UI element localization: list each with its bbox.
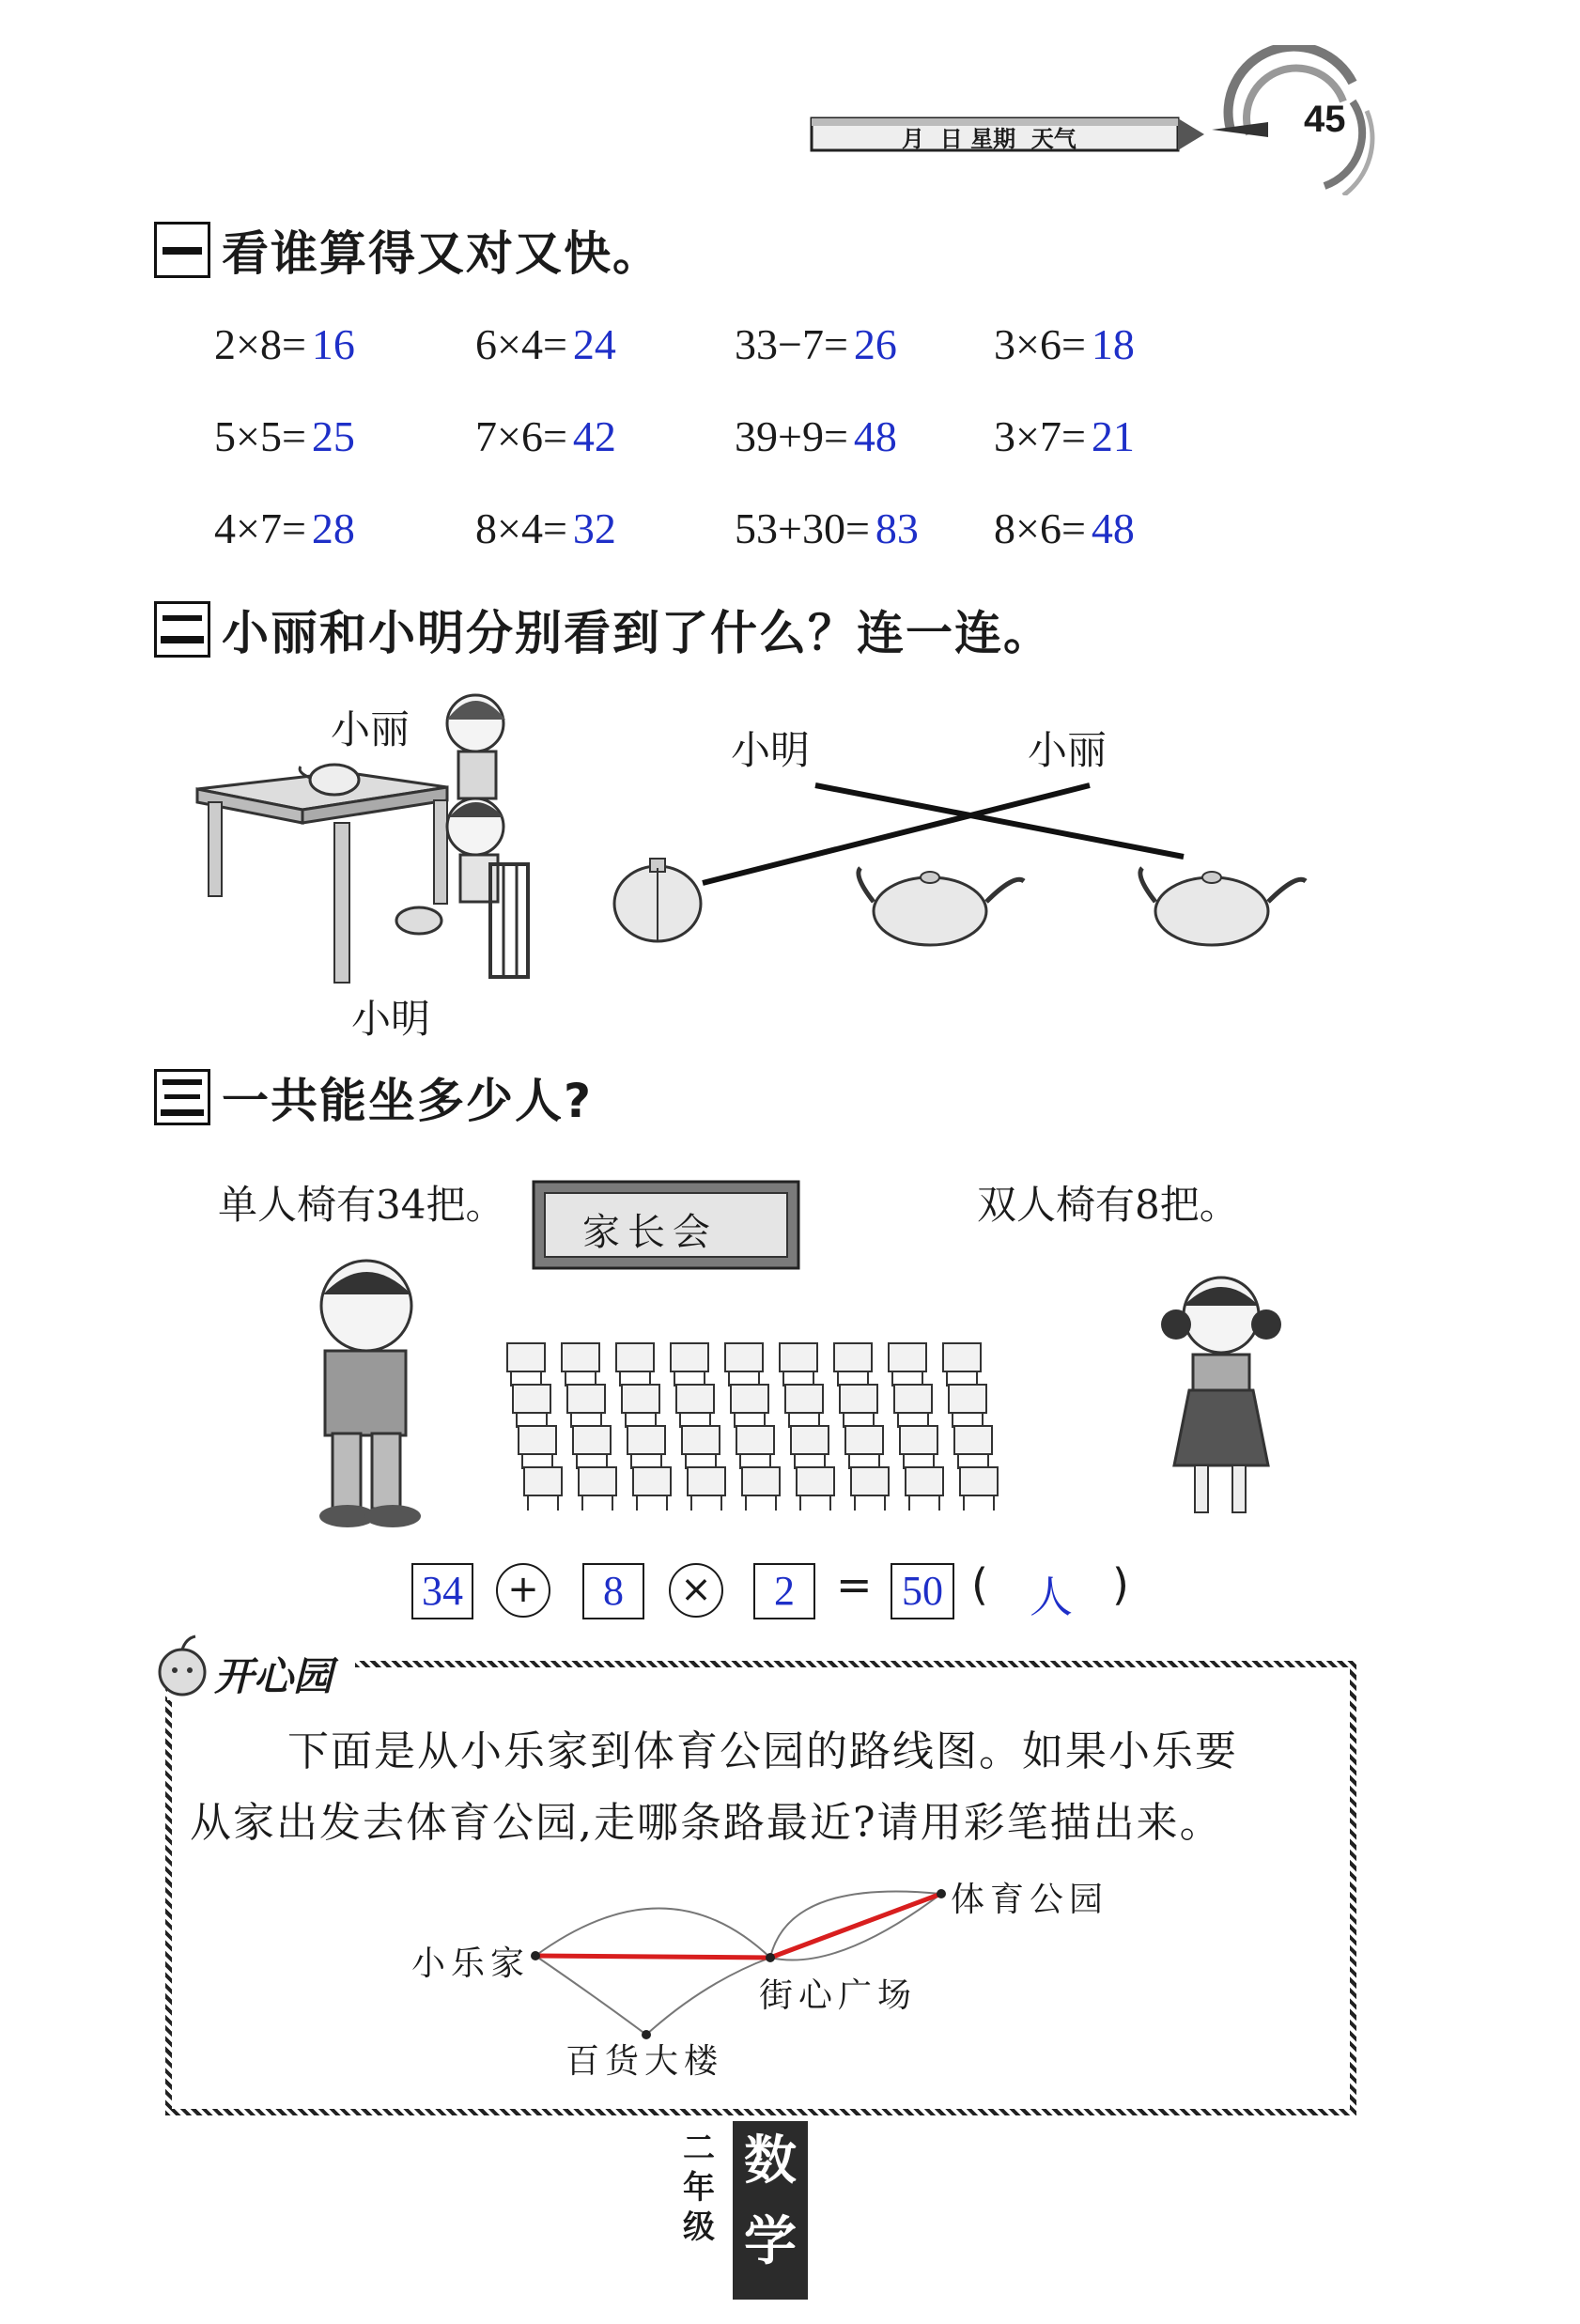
- chair: [949, 1385, 986, 1413]
- boy-figure: [319, 1261, 421, 1527]
- equation-answer: 18: [1091, 320, 1135, 368]
- chair: [616, 1343, 654, 1371]
- label-xiaoli-scene: 小丽: [331, 706, 410, 752]
- grade-text: 二年级: [683, 2130, 715, 2246]
- board-sign: 家长会: [582, 1211, 718, 1254]
- equation-expression: 5×5=: [214, 412, 306, 460]
- equation-10: [475, 504, 616, 553]
- date-fields: 月 日 星期 天气: [902, 126, 1077, 152]
- subject-tab: [733, 2121, 808, 2300]
- label-xiaoming: 小明: [731, 727, 811, 773]
- label-xiaoming-scene: 小明: [351, 996, 431, 1042]
- equation-answer: 48: [853, 412, 897, 460]
- route-home-square-via-store: [535, 1956, 770, 2035]
- equation-expression: 33−7=: [735, 320, 848, 368]
- girl-figure: [1161, 1278, 1281, 1512]
- teapot-back-icon: [1140, 868, 1306, 945]
- chair: [682, 1426, 720, 1454]
- chair: [954, 1426, 992, 1454]
- equation-8: [994, 411, 1135, 461]
- chair: [725, 1343, 763, 1371]
- equation-answer: 48: [1091, 504, 1135, 552]
- equation-expression: 3×7=: [994, 412, 1086, 460]
- chair: [519, 1426, 556, 1454]
- chair: [579, 1467, 616, 1495]
- chair: [900, 1426, 937, 1454]
- chairs-group: [507, 1343, 998, 1511]
- chair: [889, 1343, 926, 1371]
- page-number-swirl-icon: [1212, 45, 1381, 195]
- chair: [894, 1385, 932, 1413]
- section-3-title: 一共能坐多少人?: [222, 1074, 594, 1128]
- chair: [906, 1467, 943, 1495]
- chair: [567, 1385, 605, 1413]
- equation-expression: 6×4=: [475, 320, 567, 368]
- chair: [851, 1467, 889, 1495]
- chair: [731, 1385, 768, 1413]
- formula-unit-open: (: [971, 1559, 988, 1610]
- equation-expression: 4×7=: [214, 504, 306, 552]
- chair: [622, 1385, 659, 1413]
- shortest-route-2: [770, 1894, 941, 1958]
- section-badge-2: [154, 601, 210, 658]
- equation-6: [475, 411, 616, 461]
- formula-box-seats: 2: [753, 1563, 815, 1619]
- match-line-xiaoming: [815, 785, 1184, 857]
- chair: [524, 1467, 562, 1495]
- page-number: 45: [1304, 99, 1346, 140]
- apple-mascot-icon: [154, 1635, 210, 1700]
- shortest-route-1: [535, 1956, 770, 1958]
- section-badge-3: [154, 1069, 210, 1125]
- chair: [627, 1426, 665, 1454]
- matching-area: [601, 770, 1315, 958]
- equation-expression: 8×6=: [994, 504, 1086, 552]
- node-park: [937, 1889, 946, 1898]
- fun-garden-title: 开心园: [214, 1653, 333, 1699]
- route-home-square-top: [535, 1908, 770, 1958]
- teapot-side-icon: [614, 859, 701, 941]
- chair: [845, 1426, 883, 1454]
- map-label-park: 体育公园: [951, 1881, 1109, 1919]
- equation-answer: 26: [853, 320, 897, 368]
- equation-7: [735, 411, 897, 461]
- equation-4: [994, 319, 1135, 369]
- section-2-title: 小丽和小明分别看到了什么？连一连。: [222, 606, 1052, 660]
- chair: [513, 1385, 550, 1413]
- chair: [797, 1467, 834, 1495]
- map-label-home: 小乐家: [411, 1944, 531, 1983]
- boy-speech: 单人椅有34把。: [218, 1182, 505, 1228]
- chair: [736, 1426, 774, 1454]
- equation-answer: 21: [1091, 412, 1135, 460]
- equation-11: [735, 504, 919, 553]
- formula-box-doubles: 8: [582, 1563, 644, 1619]
- node-home: [531, 1951, 540, 1960]
- formula-op-plus: +: [496, 1563, 550, 1618]
- formula-unit: 人: [1030, 1572, 1073, 1622]
- equation-answer: 83: [875, 504, 919, 552]
- equation-1: [214, 319, 355, 369]
- formula-equals: =: [836, 1559, 873, 1610]
- node-square: [766, 1953, 775, 1962]
- girl-speech: 双人椅有8把。: [977, 1182, 1239, 1228]
- equation-answer: 24: [572, 320, 616, 368]
- equation-expression: 53+30=: [735, 504, 870, 552]
- equation-expression: 3×6=: [994, 320, 1086, 368]
- chair: [780, 1343, 817, 1371]
- map-label-square: 街心广场: [759, 1976, 918, 2015]
- equation-expression: 8×4=: [475, 504, 567, 552]
- equation-5: [214, 411, 355, 461]
- equation-12: [994, 504, 1135, 553]
- formula-op-times: ×: [669, 1563, 723, 1618]
- equation-answer: 28: [311, 504, 355, 552]
- equation-expression: 2×8=: [214, 320, 306, 368]
- section-1-title: 看谁算得又对又快。: [222, 226, 661, 281]
- chair: [573, 1426, 611, 1454]
- equation-answer: 32: [572, 504, 616, 552]
- chair: [562, 1343, 599, 1371]
- formula-box-result: 50: [891, 1563, 954, 1619]
- equation-expression: 7×6=: [475, 412, 567, 460]
- teapot-front-icon: [859, 868, 1024, 945]
- chair: [840, 1385, 877, 1413]
- equation-expression: 39+9=: [735, 412, 848, 460]
- subject-text: 数学: [744, 2130, 797, 2272]
- grade-label: [680, 2129, 718, 2247]
- formula-box-singles: 34: [411, 1563, 473, 1619]
- chair: [742, 1467, 780, 1495]
- chair: [791, 1426, 829, 1454]
- equation-2: [475, 319, 616, 369]
- equation-answer: 16: [311, 320, 355, 368]
- chair: [633, 1467, 671, 1495]
- fun-garden-line1: 下面是从小乐家到体育公园的路线图。如果小乐要: [287, 1728, 1238, 1775]
- equation-3: [735, 319, 897, 369]
- label-xiaoli: 小丽: [1028, 727, 1108, 773]
- chair: [785, 1385, 823, 1413]
- equation-answer: 25: [311, 412, 355, 460]
- equation-answer: 42: [572, 412, 616, 460]
- equation-9: [214, 504, 355, 553]
- chair: [676, 1385, 714, 1413]
- chair: [960, 1467, 998, 1495]
- fun-garden-line2: 从家出发去体育公园,走哪条路最近?请用彩笔描出来。: [190, 1799, 1223, 1847]
- map-label-store: 百货大楼: [565, 2042, 724, 2081]
- classroom-illustration: [282, 1249, 1315, 1531]
- chair: [834, 1343, 872, 1371]
- chair: [688, 1467, 725, 1495]
- section-badge-1: [154, 222, 210, 278]
- chair: [671, 1343, 708, 1371]
- chair: [943, 1343, 981, 1371]
- chair: [507, 1343, 545, 1371]
- formula-unit-close: ): [1112, 1559, 1129, 1610]
